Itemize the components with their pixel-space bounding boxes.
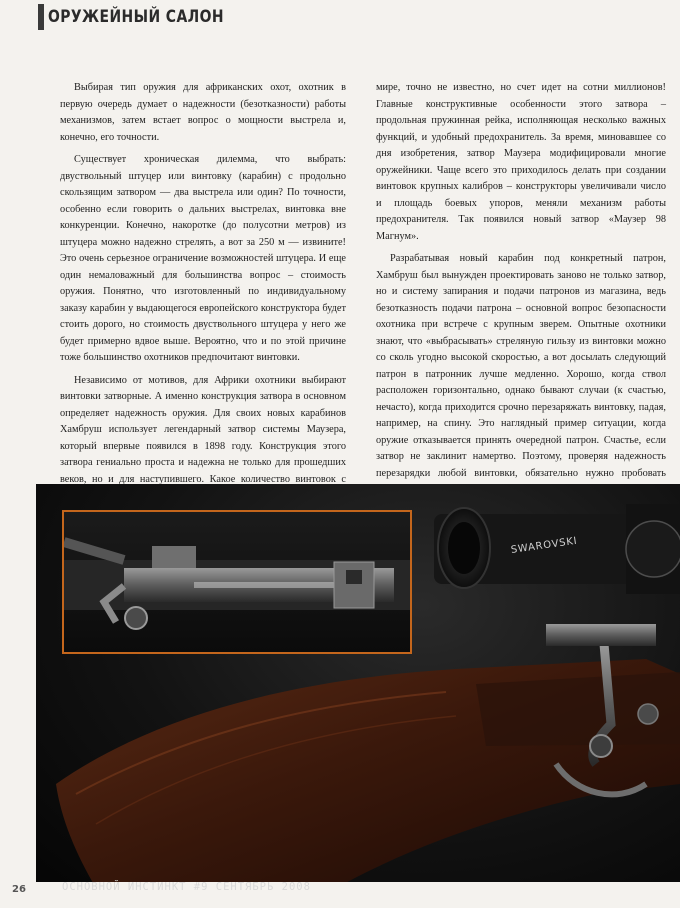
- scope-brand-label: SWAROVSKI: [510, 535, 579, 556]
- paragraph: Существует хроническая дилемма, что выбрать: двуствольный штуцер или винтовку (карабин) с продольно скользящим затвором — два выстрела или один? По точности, особенно если говорить о дальних выстрелах, винтовка вне конкуренции. Конечно, накоротке (до полусотни метров) из штуцера можно надежно стрелять, а вот за 250 м — извините! Это очень серьезное ограничение возможностей штуцера. И еще один немаловажный для большинства вопрос – стоимость оружия. Понятно, что изготовленный по индивидуальному заказу карабин у выдающегося европейского конструктора будет стоить дорого, но стоимость двуствольного штуцера у него же будет примерно вдвое выше. Вероятно, что и по этой причине тоже большинство охотников предпочитают винтовки.: [60, 154, 346, 363]
- rifle-photo: [36, 484, 680, 888]
- paragraph: Выбирая тип оружия для африканских охот, охотник в первую очередь думает о надежности (безотказности) работы механизмов, затем встает вопрос о мощности выстрела и, конечно, его точности.: [60, 82, 346, 143]
- section-title: ОРУЖЕЙНЫЙ САЛОН: [48, 7, 224, 27]
- bolt-closeup-inset: [62, 510, 412, 654]
- paragraph: Независимо от мотивов, для Африки охотники выбирают винтовки затворные. А именно конструкция затвора в основном определяет надежность оружия. Для своих новых карабинов Хамбруш использует легендарный затвор системы Маузера, который впервые появился в 1898 году. Конструкция этого затвора гениально проста и надежна не только для прошедших веков, но и для наступившего. Какое количество винтовок с: [60, 374, 346, 485]
- footer-issue-text: ОСНОВНОЙ ИНСТИНКТ #9 СЕНТЯБРЬ 2008: [62, 881, 311, 893]
- paragraph: Разрабатывая новый карабин под конкретный патрон, Хамбруш был вынужден проектировать заново не только затвор, но и систему запирания и подачи патронов из магазина, ведь безотказность подачи патрона – основной вопрос безопасности охотника при встрече с крупным зверем. Опытные охотники знают, что «выбрасывать» стреляную гильзу из винтовки можно со сколь угодно высокой скоростью, а вот досылать следующий патрон в патронник лучше медленно. Хорошо, когда ствол расположен горизонтально, однако бывают случаи (к счастью, нечасто), когда приходится срочно перезаряжать винтовку, падая, например, на спину. Это наглядный пример ситуации, когда оружие отказывается принять очередной патрон. Счастье, если затвор не заклинит намертво. Поэтому, проверяя надежность перезарядки любой винтовки, обязательно нужно пробовать: [376, 253, 666, 479]
- paragraph-continuation: мире, точно не известно, но счет идет на сотни миллионов! Главные конструктивные особенности этого затвора – продольная пружинная рейка, исполняющая несколько важных функций, и удобный предохранитель. За время, миновавшее со дня изобретения, затвор Маузера модифицировали многие оружейники. Чаще всего это приходилось делать при создании винтовок крупных калибров – конструкторы увеличивали число и площадь боевых упоров, меняли механизм работы предохранителя. Так появился новый затвор «Маузер 98 Магнум».: [376, 82, 666, 242]
- page-number: 26: [12, 884, 26, 895]
- article-right-column: [376, 80, 666, 515]
- section-header: [38, 4, 263, 30]
- article-left-column: [60, 80, 346, 505]
- header-bar: [38, 4, 44, 30]
- bolt-closeup-illustration: [64, 512, 410, 652]
